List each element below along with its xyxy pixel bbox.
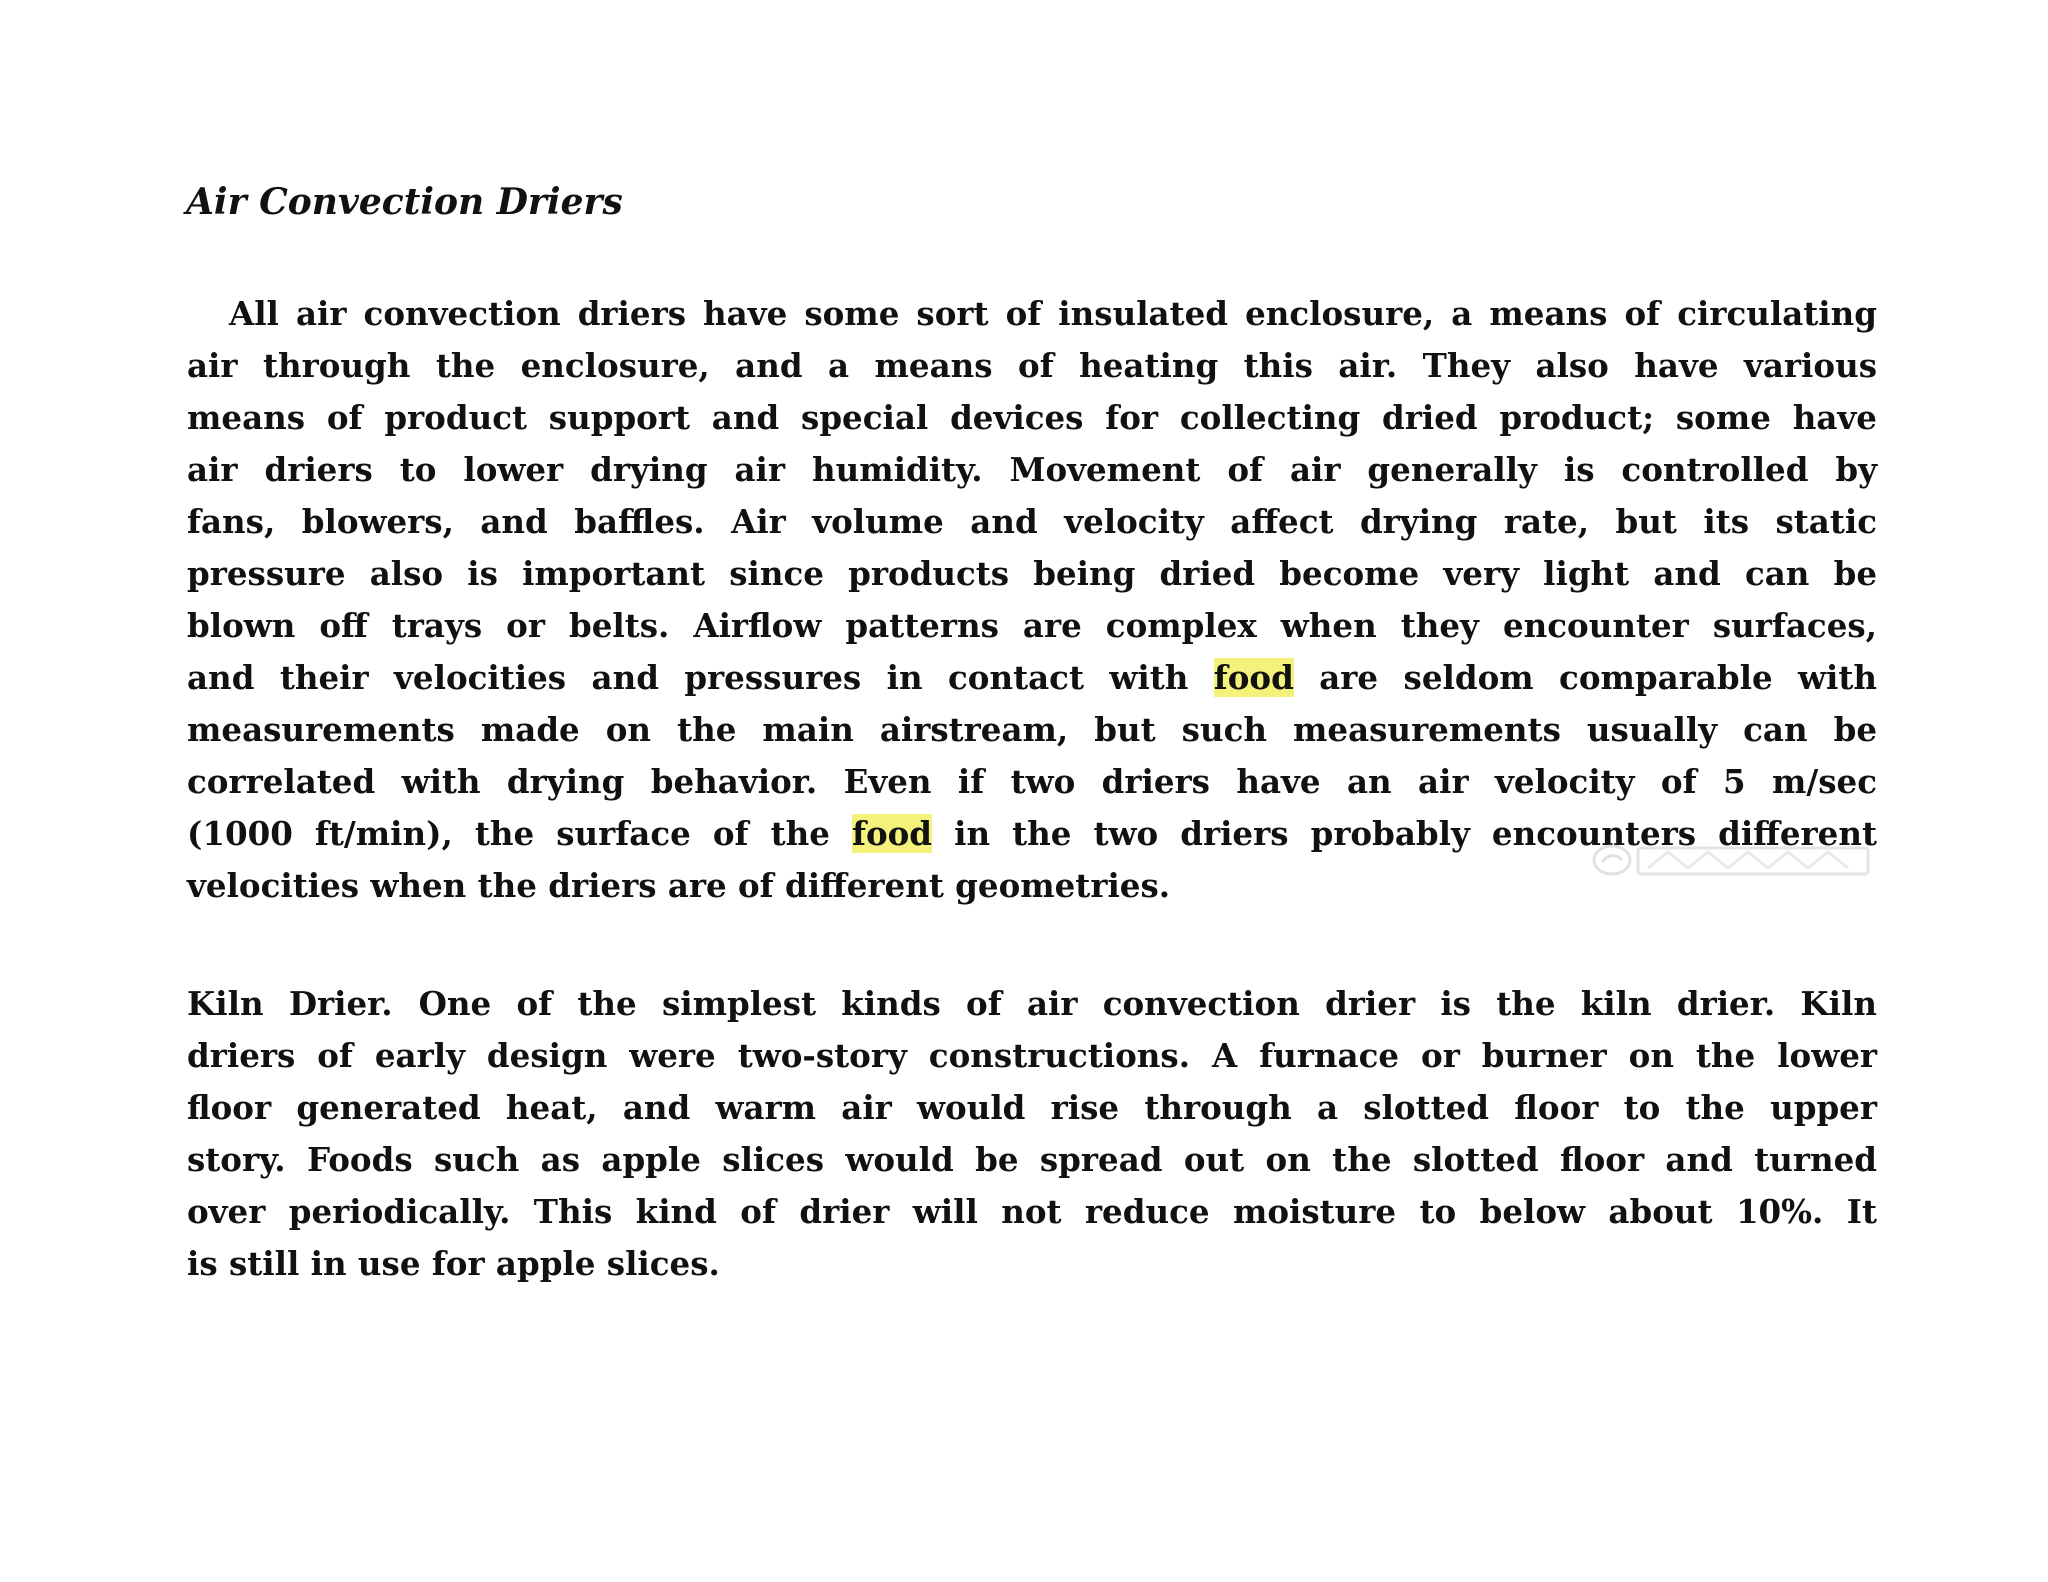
kiln-drier-heading: Kiln Drier. bbox=[187, 984, 393, 1023]
paragraph-line: is still in use for apple slices. bbox=[187, 1244, 720, 1283]
paragraph-line: correlated with drying behavior. Even if two driers have an air velocity of 5 m/sec bbox=[187, 762, 1877, 801]
paragraph-line: floor generated heat, and warm air would rise through a slotted floor to the upper bbox=[187, 1088, 1877, 1127]
highlighted-term: food bbox=[851, 814, 933, 853]
paragraph-line: blown off trays or belts. Airflow patterns are complex when they encounter surfaces, bbox=[187, 606, 1877, 645]
paragraph-kiln-drier bbox=[187, 978, 1877, 1290]
paragraph-line: fans, blowers, and baffles. Air volume and velocity affect drying rate, but its static bbox=[187, 502, 1877, 541]
paragraph-line: All air convection driers have some sort of insulated enclosure, a means of circulating bbox=[229, 294, 1877, 333]
paragraph-line: driers of early design were two-story constructions. A furnace or burner on the lower bbox=[187, 1036, 1877, 1075]
paragraph-line: story. Foods such as apple slices would be spread out on the slotted floor and turned bbox=[187, 1140, 1877, 1179]
paragraph-line: pressure also is important since products being dried become very light and can be bbox=[187, 554, 1877, 593]
paragraph-line: air driers to lower drying air humidity. Movement of air generally is controlled by bbox=[187, 450, 1877, 489]
paragraph-air-convection bbox=[187, 288, 1877, 912]
paragraph-line: over periodically. This kind of drier will not reduce moisture to below about 10%. It bbox=[187, 1192, 1877, 1231]
line-text: One of the simplest kinds of air convection drier is the kiln drier. Kiln bbox=[418, 984, 1877, 1023]
paragraph-line: velocities when the driers are of different geometries. bbox=[187, 866, 1171, 905]
paragraph-line: means of product support and special devices for collecting dried product; some have bbox=[187, 398, 1877, 437]
line-text: are seldom comparable with bbox=[1293, 658, 1877, 697]
paragraph-line: measurements made on the main airstream, but such measurements usually can be bbox=[187, 710, 1877, 749]
section-heading: Air Convection Driers bbox=[186, 181, 623, 223]
highlighted-term: food bbox=[1213, 658, 1294, 697]
watermark-logo bbox=[1588, 838, 1878, 882]
paragraph-line: air through the enclosure, and a means of heating this air. They also have various bbox=[187, 346, 1877, 385]
paragraph-line-with-highlight bbox=[187, 652, 1877, 704]
watermark-icon bbox=[1588, 838, 1878, 882]
line-text: (1000 ft/min), the surface of the bbox=[187, 814, 852, 853]
line-text: in the two driers probably encounters different bbox=[932, 814, 1877, 853]
paragraph-line-with-run-in-heading bbox=[187, 978, 1877, 1030]
line-text: and their velocities and pressures in contact with bbox=[187, 658, 1214, 697]
